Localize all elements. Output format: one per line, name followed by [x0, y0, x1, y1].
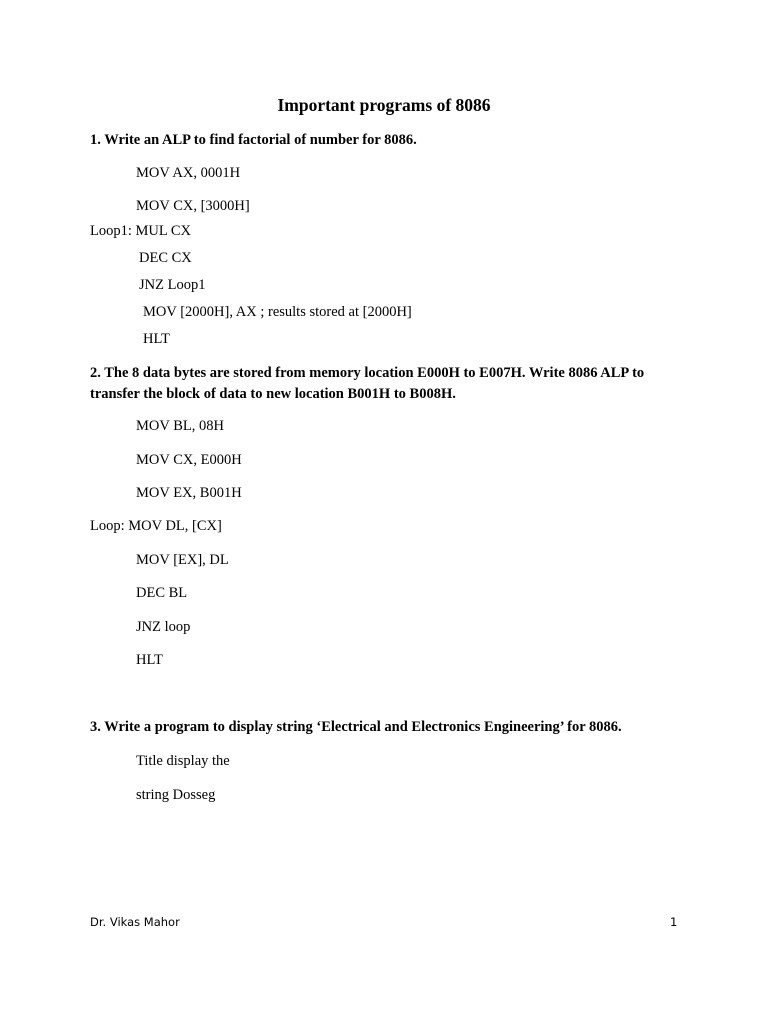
page-number: 1: [670, 915, 678, 929]
code-line: MOV [EX], DL: [136, 552, 229, 568]
page-title: Important programs of 8086: [277, 95, 491, 115]
code-line: MOV EX, B001H: [136, 485, 242, 501]
code-line: Loop1: MUL CX: [90, 223, 191, 239]
code-line: MOV CX, E000H: [136, 452, 242, 468]
footer-author: Dr. Vikas Mahor: [90, 915, 180, 929]
code-line: JNZ loop: [136, 619, 191, 635]
code-line: string Dosseg: [136, 787, 216, 803]
code-line: DEC CX: [139, 250, 192, 266]
question-2-heading-line1: 2. The 8 data bytes are stored from memory location E000H to E007H. Write 8086 ALP to: [90, 365, 645, 381]
code-line: Loop: MOV DL, [CX]: [90, 518, 222, 534]
code-line: HLT: [136, 652, 163, 668]
question-1-heading: 1. Write an ALP to find factorial of number for 8086.: [90, 132, 417, 148]
code-line: MOV [2000H], AX ; results stored at [2000H]: [143, 304, 412, 320]
code-line: MOV AX, 0001H: [136, 165, 241, 181]
code-line: MOV CX, [3000H]: [136, 198, 250, 214]
question-3-heading: 3. Write a program to display string ‘Electrical and Electronics Engineering’ for 8086.: [90, 719, 622, 735]
code-line: Title display the: [136, 753, 230, 769]
code-line: DEC BL: [136, 585, 188, 601]
code-line: MOV BL, 08H: [136, 418, 224, 434]
code-line: JNZ Loop1: [139, 277, 206, 293]
code-line: HLT: [143, 331, 170, 347]
question-2-heading-line2: transfer the block of data to new location B001H to B008H.: [90, 386, 456, 402]
